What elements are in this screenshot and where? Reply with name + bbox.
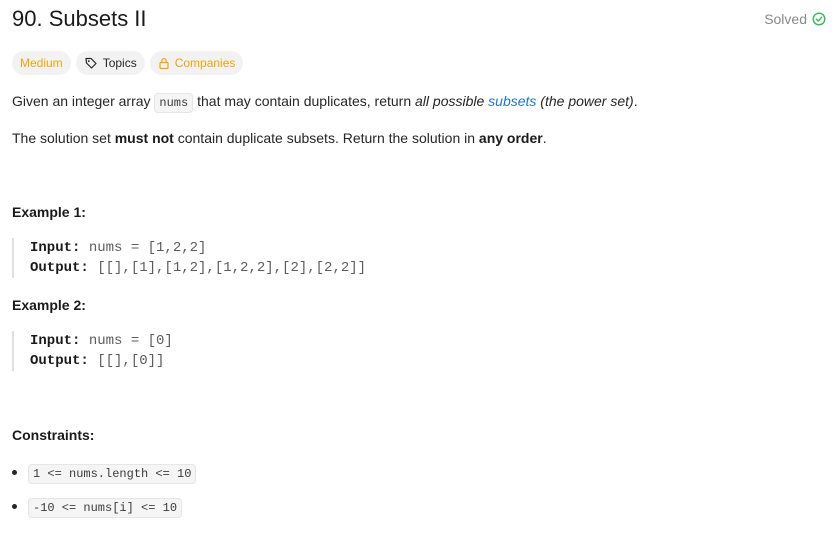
description-text: The solution set [12, 130, 115, 146]
check-circle-icon [812, 12, 826, 26]
companies-button[interactable] [150, 51, 244, 75]
tag-icon [84, 56, 98, 70]
lock-icon [158, 57, 170, 70]
example-2-input [30, 331, 173, 351]
output-label: Output: [30, 260, 89, 276]
input-label: Input: [30, 333, 81, 349]
description-text: that may contain duplicates, return [193, 93, 416, 109]
example-2-output [30, 351, 173, 371]
input-value: nums = [0] [80, 333, 173, 349]
description-text: Given an integer array [12, 93, 155, 109]
output-label: Output: [30, 353, 89, 369]
strong-text: any order [478, 130, 543, 146]
companies-label: Companies [174, 56, 236, 70]
input-label: Input: [30, 240, 81, 256]
output-value: [[],[1],[1,2],[1,2,2],[2],[2,2]] [88, 260, 367, 276]
example-1-block [12, 238, 366, 278]
constraint-item [12, 463, 196, 483]
topics-button[interactable] [76, 51, 145, 75]
constraint-code: -10 <= nums[i] <= 10 [28, 498, 182, 518]
constraints-list [12, 497, 182, 517]
solved-label: Solved [764, 11, 807, 27]
description-paragraph-2 [12, 130, 547, 146]
example-2-title: Example 2: [12, 297, 86, 313]
difficulty-label: Medium [20, 56, 63, 70]
problem-description-panel [12, 0, 826, 515]
constraints-title: Constraints: [12, 427, 95, 443]
example-2-block [12, 331, 173, 371]
emphasis-text: (the power set) [536, 93, 634, 109]
output-value: [[],[0]] [88, 353, 165, 369]
bullet-icon [12, 504, 17, 509]
strong-text: must not [114, 130, 174, 146]
difficulty-badge [12, 51, 71, 75]
example-1-output [30, 258, 366, 278]
inline-code-nums: nums [154, 93, 193, 113]
title-row [12, 0, 826, 44]
example-1-title: Example 1: [12, 204, 86, 220]
constraints-list [12, 463, 196, 483]
description-text: . [542, 130, 547, 146]
bullet-icon [12, 470, 17, 475]
solved-status [764, 11, 826, 27]
problem-title[interactable]: 90. Subsets II [12, 6, 147, 31]
emphasis-text: all possible [415, 93, 489, 109]
input-value: nums = [1,2,2] [80, 240, 207, 256]
constraint-item [12, 497, 182, 517]
topics-label: Topics [102, 56, 137, 70]
description-paragraph-1 [12, 93, 638, 110]
example-1-input [30, 238, 366, 258]
tag-row [12, 51, 243, 75]
description-text: . [633, 93, 638, 109]
constraint-code: 1 <= nums.length <= 10 [28, 464, 196, 484]
description-text: contain duplicate subsets. Return the solution in [173, 130, 479, 146]
subsets-link[interactable]: subsets [488, 93, 537, 109]
